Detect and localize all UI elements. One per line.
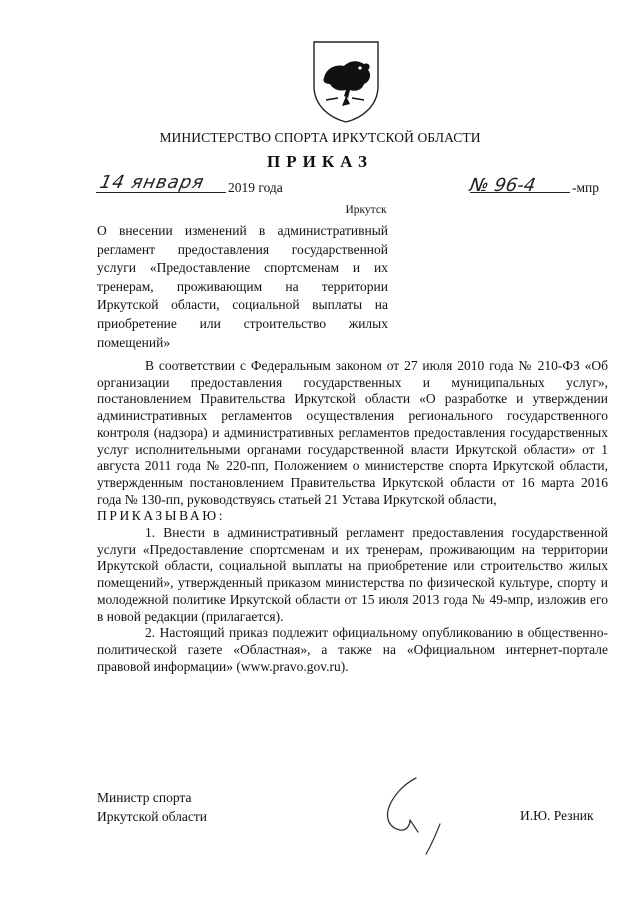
page-title: ПРИКАЗ — [267, 152, 373, 171]
city: Иркутск — [345, 204, 387, 216]
date-underline — [96, 192, 226, 193]
handwritten-signature-icon — [376, 770, 486, 860]
signer-position-line-1: Министр спорта — [97, 790, 192, 805]
order-item-1: 1. Внести в административный регламент предоставления государственной услуги «Предоставление спортсменам и их тренерам, проживающим на территории Иркутской области, социальной выплаты на приобретение или строительство жилых помещений», утвержденный приказом министерства по физической культуре, спорту и молодежной политике Иркутской области от 15 июля 2013 года № 49-мпр, изложив его в новой редакции (прилагается). — [97, 525, 608, 624]
signer-name: И.Ю. Резник — [520, 808, 594, 823]
order-number-suffix: -мпр — [572, 180, 600, 195]
order-word: ПРИКАЗЫВАЮ: — [97, 508, 226, 524]
number-underline — [470, 192, 570, 193]
order-item-2: 2. Настоящий приказ подлежит официальному опубликованию в общественно-политической газете «Областная», а также на «Официальном интернет-портале правовой информации» (www.pravo.gov.ru). — [97, 625, 608, 674]
handwritten-order-number: № 96-4 — [468, 175, 538, 196]
signer-position-line-2: Иркутской области — [97, 809, 208, 824]
preamble: В соответствии с Федеральным законом от 27 июля 2010 года № 210-ФЗ «Об организации предоставления государственных и муниципальных услуг», постановлением Правительства Иркутской области «О разработке и утверждении административных регламентов осуществления регионального государственного контроля (надзора) и административных регламентов предоставления государственных услуг исполнительными органами государственной власти Иркутской области» от 1 августа 2011 года № 220-пп, Положением о министерстве спорта Иркутской области, утвержденным постановлением Правительства Иркутской области от 16 марта 2016 года № 130-пп, руководствуясь статьей 21 Устава Иркутской области, — [97, 358, 608, 507]
date-year: 2019 года — [228, 180, 283, 195]
order-subject: О внесении изменений в административный регламент предоставления государственной услуги «Предоставление спортсменам и их тренерам, проживающим на территории Иркутской области, социальной выплаты на приобретение или строительство жилых помещений» — [97, 223, 388, 350]
handwritten-date: 14 января — [97, 172, 207, 193]
signer-position — [97, 788, 207, 826]
ministry-name: МИНИСТЕРСТВО СПОРТА ИРКУТСКОЙ ОБЛАСТИ — [159, 130, 481, 145]
order-body — [97, 358, 608, 675]
irkutsk-coat-of-arms-icon — [306, 38, 386, 124]
